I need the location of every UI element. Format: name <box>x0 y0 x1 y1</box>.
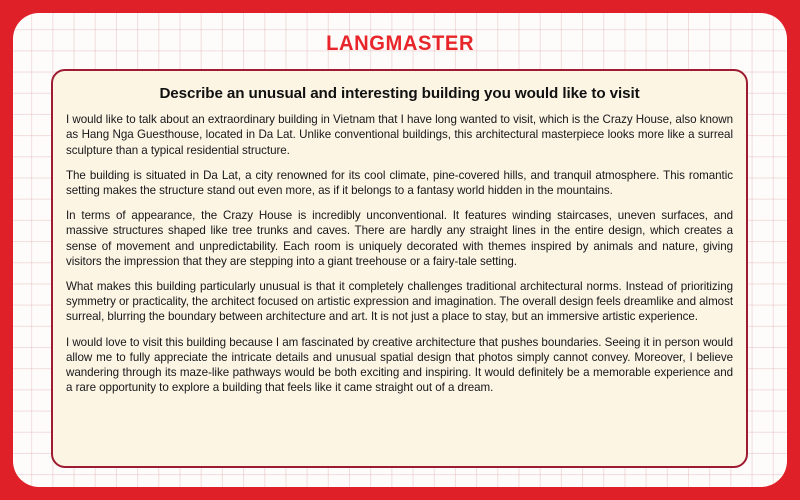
essay-body <box>63 112 736 395</box>
brand-logo <box>13 33 787 55</box>
page-title: Describe an unusual and interesting building you would like to visit <box>159 85 640 102</box>
paragraph: I would like to talk about an extraordinary building in Vietnam that I have long wanted to visit, which is the Crazy House, also known as Hang Nga Guesthouse, located in Da Lat. Unlike conventional buildings, this architectural masterpiece looks more like a surreal sculpture than a typical residential structure. <box>66 113 733 157</box>
paragraph: In terms of appearance, the Crazy House is incredibly unconventional. It features winding staircases, uneven surfaces, and massive structures shaped like tree trunks and caves. There are hardly any straight lines in the entire design, which creates a sense of movement and unpredictability. Each room is uniquely decorated with themes inspired by animals and nature, giving visitors the impression that they are stepping into a giant treehouse or a fairy-tale setting. <box>66 209 733 268</box>
paragraph: What makes this building particularly unusual is that it completely challenges traditional architectural norms. Instead of prioritizing symmetry or practicality, the architect focused on artistic expression and imagination. The overall design feels dreamlike and almost surreal, blurring the boundary between architecture and art. It is not just a place to stay, but an immersive artistic experience. <box>66 280 733 324</box>
langmaster-logo-text: LANGMASTER <box>325 32 474 55</box>
paragraph: The building is situated in Da Lat, a city renowned for its cool climate, pine-covered hills, and tranquil atmosphere. This romantic setting makes the structure stand out even more, as if it belongs to a fantasy world hidden in the mountains. <box>66 168 733 198</box>
paragraph: I would love to visit this building because I am fascinated by creative architecture that pushes boundaries. Seeing it in person would allow me to fully appreciate the intricate details and unusual spatial design that photos simply cannot convey. Moreover, I believe wandering through its maze-like pathways would be both exciting and inspiring. It would definitely be a memorable experience and a rare opportunity to explore a building that feels like it came straight out of a dream. <box>66 335 733 395</box>
grid-paper-sheet <box>13 13 787 487</box>
content-card <box>51 69 748 468</box>
